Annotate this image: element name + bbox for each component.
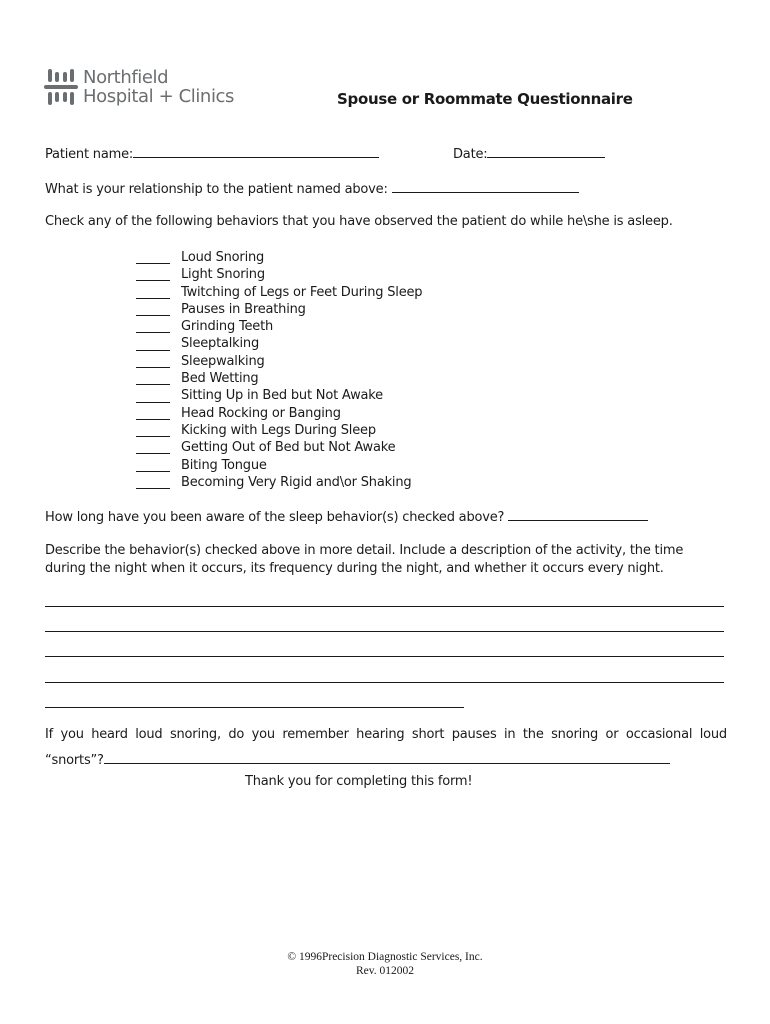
behavior-item xyxy=(136,266,422,283)
behavior-checkbox-blank[interactable] xyxy=(136,390,170,403)
date-field xyxy=(453,145,605,162)
behavior-checkbox-blank[interactable] xyxy=(136,268,170,281)
behavior-item xyxy=(136,422,422,439)
behavior-item xyxy=(136,474,422,491)
date-label: Date: xyxy=(453,147,488,162)
snoring-question-label: If you heard loud snoring, do you remember hearing short pauses in the snoring or occasional loud “snorts”? xyxy=(45,727,727,768)
behavior-label: Light Snoring xyxy=(181,267,265,283)
describe-answer-line-1[interactable] xyxy=(45,606,724,607)
behavior-item xyxy=(136,335,422,352)
describe-answer-line-3[interactable] xyxy=(45,656,724,657)
behavior-checkbox-blank[interactable] xyxy=(136,476,170,489)
behavior-label: Getting Out of Bed but Not Awake xyxy=(181,440,396,456)
closing-message: Thank you for completing this form! xyxy=(245,774,473,789)
behavior-label: Bed Wetting xyxy=(181,371,259,387)
relationship-input[interactable] xyxy=(392,180,579,193)
date-input[interactable] xyxy=(487,145,605,158)
behavior-label: Loud Snoring xyxy=(181,250,265,265)
behavior-checkbox-blank[interactable] xyxy=(136,303,170,316)
describe-answer-line-4[interactable] xyxy=(45,682,724,683)
footer xyxy=(0,950,770,978)
revision-text: Rev. 012002 xyxy=(355,965,415,977)
copyright-text: © 1996Precision Diagnostic Services, Inc. xyxy=(287,951,483,963)
patient-name-input[interactable] xyxy=(133,145,379,158)
patient-name-field xyxy=(45,145,379,162)
behavior-item xyxy=(136,370,422,387)
behavior-checkbox-blank[interactable] xyxy=(136,251,170,264)
behavior-label: Head Rocking or Banging xyxy=(181,405,341,421)
snoring-input[interactable] xyxy=(104,751,670,764)
behavior-item xyxy=(136,249,422,266)
behavior-checkbox-blank[interactable] xyxy=(136,424,170,437)
behavior-item xyxy=(136,353,422,370)
behavior-checkbox-blank[interactable] xyxy=(136,320,170,333)
behavior-label: Sleepwalking xyxy=(181,353,265,369)
behavior-checkbox-blank[interactable] xyxy=(136,407,170,420)
behavior-item xyxy=(136,405,422,422)
behavior-checkbox-blank[interactable] xyxy=(136,355,170,368)
behavior-label: Grinding Teeth xyxy=(181,319,274,335)
behavior-label: Becoming Very Rigid and\or Shaking xyxy=(181,474,412,490)
behavior-checkbox-blank[interactable] xyxy=(136,286,170,299)
duration-input[interactable] xyxy=(508,508,648,521)
behavior-item xyxy=(136,439,422,456)
behavior-label: Kicking with Legs During Sleep xyxy=(181,422,376,438)
hospital-cross-icon xyxy=(44,69,78,105)
behavior-item xyxy=(136,301,422,318)
behavior-item xyxy=(136,387,422,404)
hospital-logo xyxy=(44,68,234,106)
describe-answer-line-2[interactable] xyxy=(45,631,724,632)
describe-answer-line-5[interactable] xyxy=(45,707,464,708)
behavior-checkbox-blank[interactable] xyxy=(136,338,170,351)
behavior-label: Pauses in Breathing xyxy=(181,301,306,317)
behavior-item xyxy=(136,284,422,301)
snoring-question xyxy=(45,722,727,774)
behavior-item xyxy=(136,318,422,335)
behavior-item xyxy=(136,457,422,474)
duration-question-label: How long have you been aware of the sleep behavior(s) checked above? xyxy=(45,510,505,525)
page-title: Spouse or Roommate Questionnaire xyxy=(337,90,633,108)
behavior-label: Sleeptalking xyxy=(181,336,260,352)
relationship-field xyxy=(45,180,579,197)
behavior-label: Biting Tongue xyxy=(181,457,267,473)
patient-name-label: Patient name: xyxy=(45,147,134,162)
relationship-label: What is your relationship to the patient named above: xyxy=(45,182,388,197)
behavior-checkbox-blank[interactable] xyxy=(136,459,170,472)
describe-question: Describe the behavior(s) checked above in more detail. Include a description of the activity, the time during the night when it occurs, its frequency during the night, and whether it occurs every night. xyxy=(45,543,684,576)
duration-question xyxy=(45,508,648,525)
behavior-checkbox-blank[interactable] xyxy=(136,372,170,385)
behavior-checklist xyxy=(136,249,422,491)
instructions: Check any of the following behaviors that you have observed the patient do while he\she is asleep. xyxy=(45,214,673,229)
behavior-checkbox-blank[interactable] xyxy=(136,441,170,454)
behavior-label: Twitching of Legs or Feet During Sleep xyxy=(181,284,423,300)
logo-line-1: Northfield xyxy=(83,67,169,88)
behavior-label: Sitting Up in Bed but Not Awake xyxy=(181,388,383,404)
logo-wordmark xyxy=(83,68,234,106)
logo-line-2: Hospital + Clinics xyxy=(83,86,235,107)
